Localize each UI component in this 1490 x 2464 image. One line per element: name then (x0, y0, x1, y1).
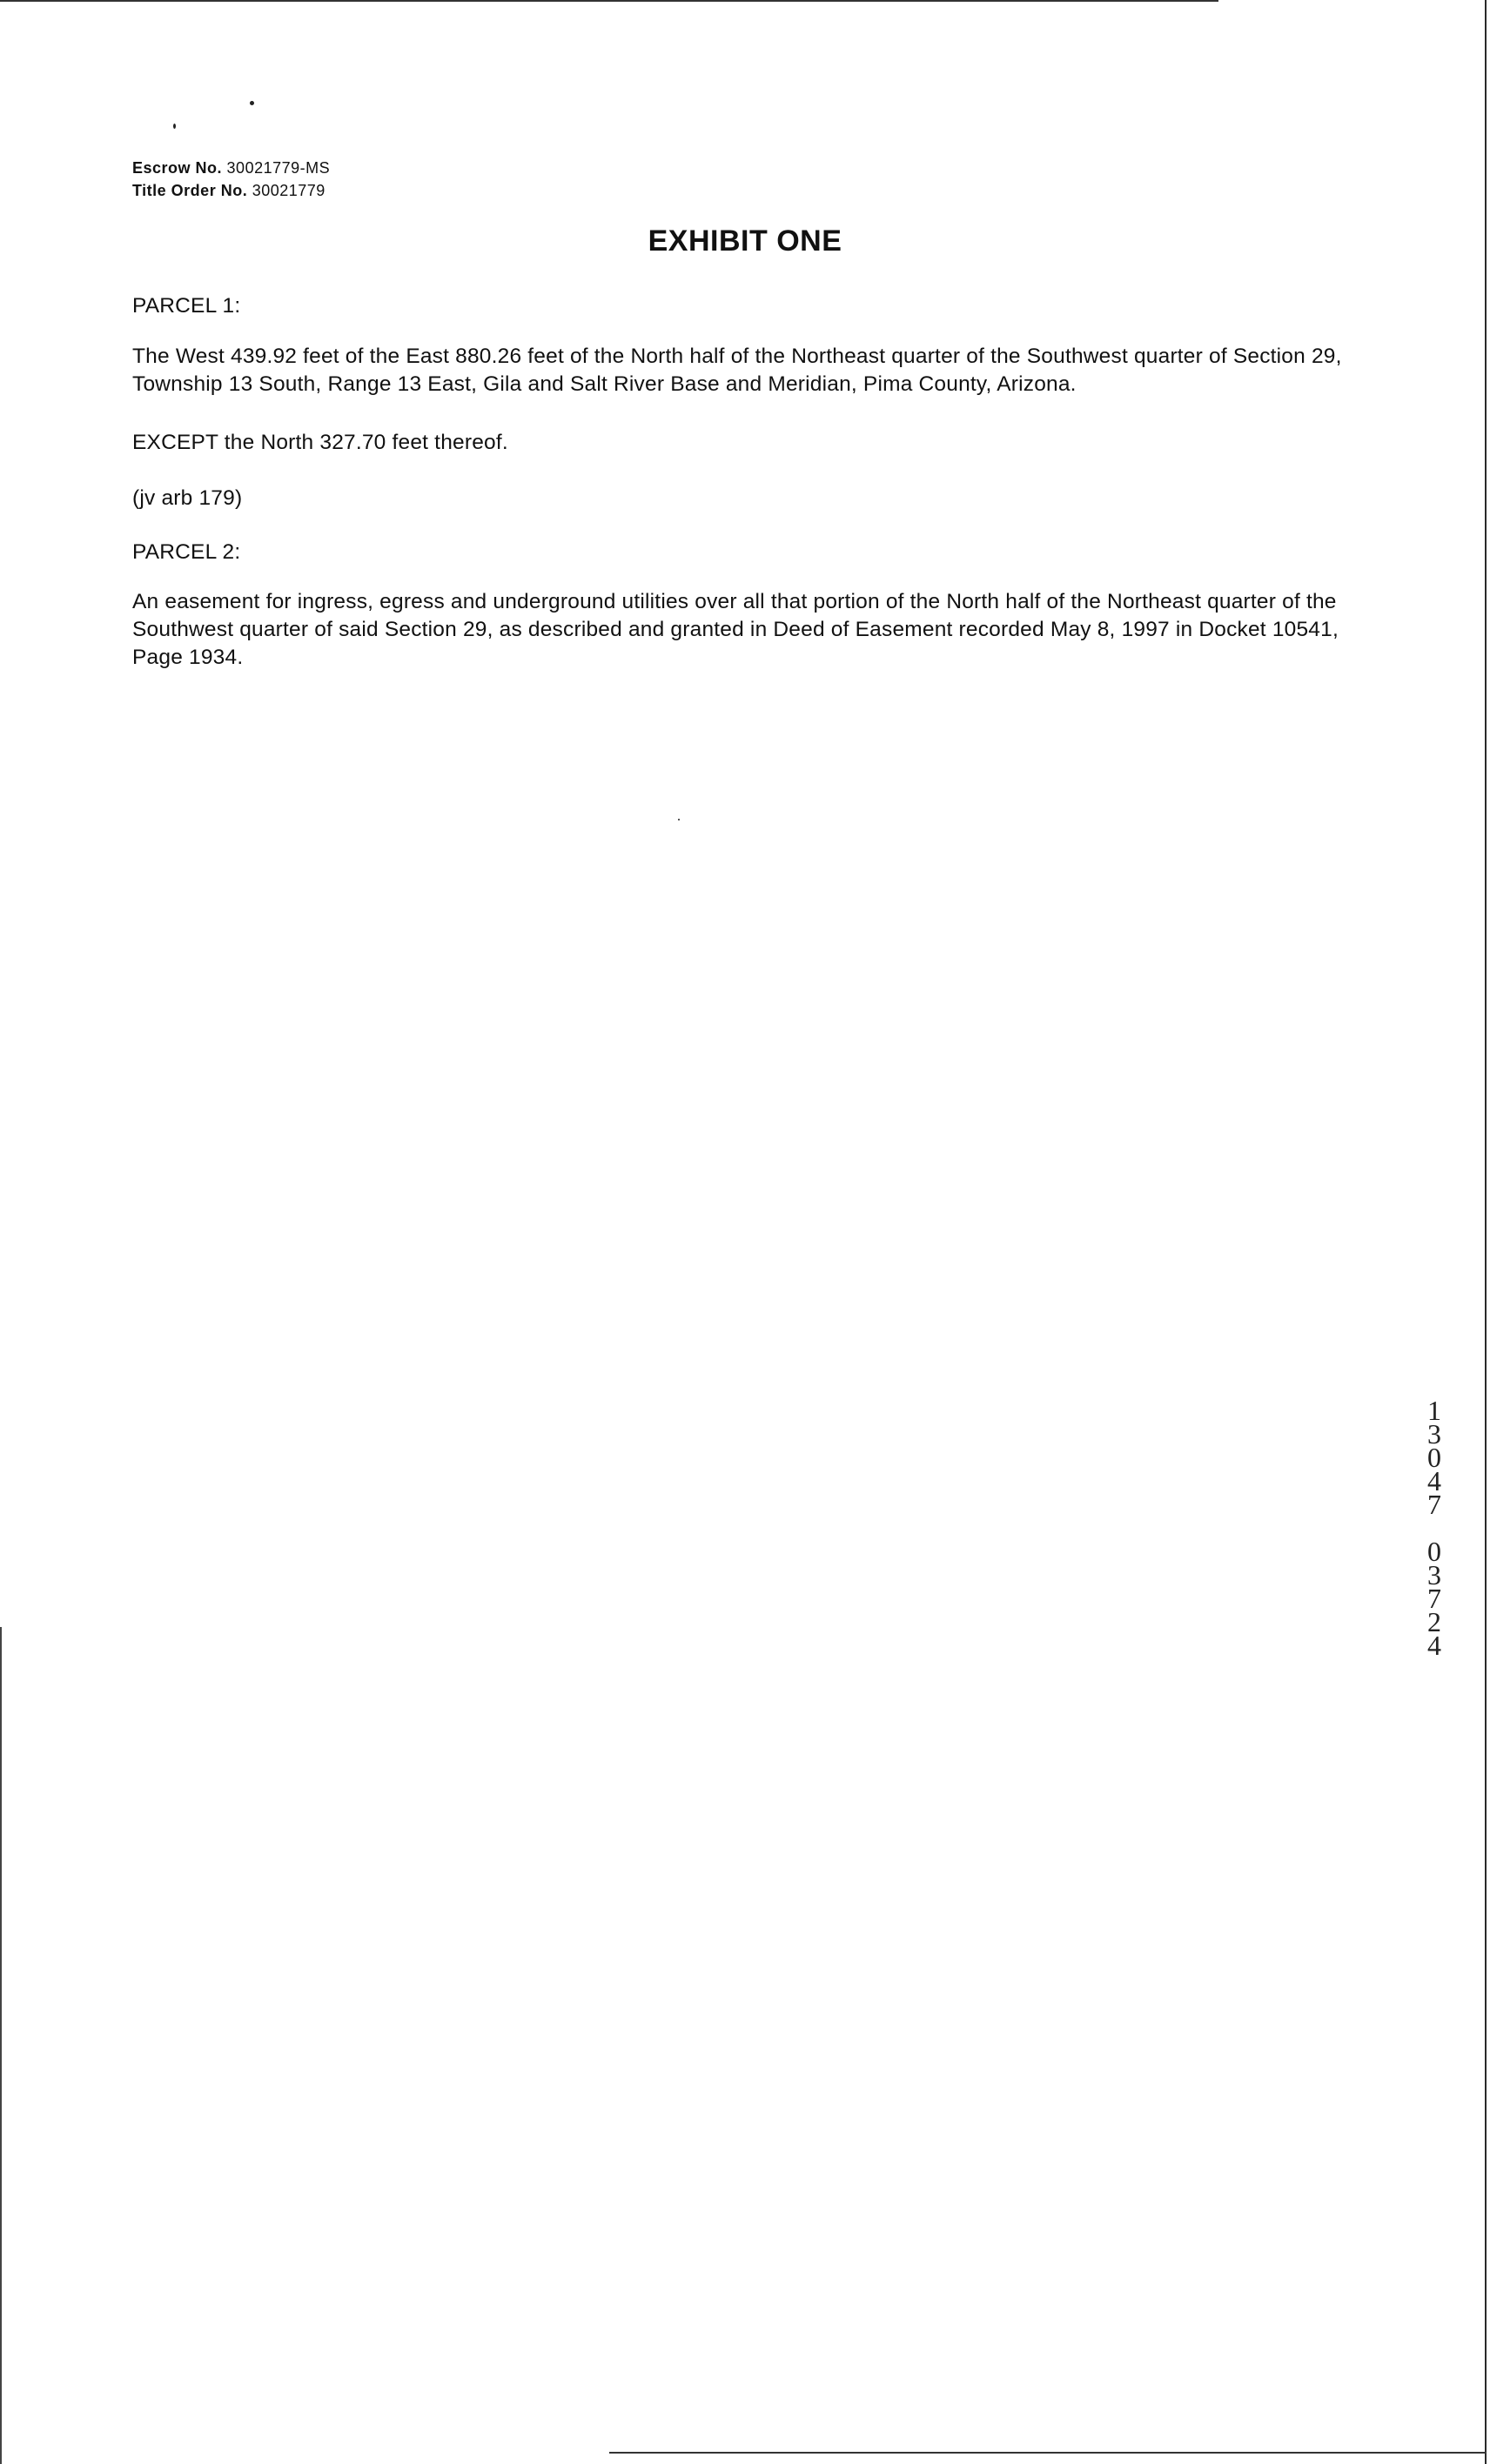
parcel-2-description: An easement for ingress, egress and underground utilities over all that portion of the North half of the Northeast quarter of the Southwest quarter of said Section 29, as described and granted in Deed of Easement recorded May 8, 1997 in Docket 10541, Page 1934. (132, 590, 1339, 669)
scan-edge-right (1485, 0, 1487, 2464)
recording-digit: 0 (1427, 1442, 1441, 1473)
scan-edge-top (0, 0, 1218, 2)
escrow-number-line (132, 157, 330, 179)
recording-digit: 2 (1427, 1606, 1441, 1637)
recording-digit: 4 (1427, 1630, 1441, 1661)
parcel-1-exception: EXCEPT the North 327.70 feet thereof. (132, 431, 508, 454)
scan-speck (250, 101, 254, 105)
escrow-number-label: Escrow No. (132, 159, 223, 177)
parcel-1-heading: PARCEL 1: (132, 294, 241, 318)
document-title: EXHIBIT ONE (648, 224, 842, 258)
scan-speck (173, 124, 176, 129)
recording-digit: 4 (1427, 1465, 1441, 1496)
parcel-1-description: The West 439.92 feet of the East 880.26 feet of the North half of the Northeast quarter of the Southwest quarter of Section 29, Township 13 South, Range 13 East, Gila and Salt River Base and Meridian, Pima County, Arizona. (132, 345, 1342, 396)
recording-digit: 7 (1427, 1583, 1441, 1614)
parcel-2-heading: PARCEL 2: (132, 540, 241, 564)
title-order-number-label: Title Order No. (132, 182, 248, 199)
recording-digit: 0 (1427, 1536, 1441, 1567)
scan-edge-bottom (609, 2452, 1487, 2454)
scan-edge-left (0, 1627, 2, 2464)
escrow-number-value: 30021779-MS (226, 159, 331, 177)
recording-number (1421, 1395, 1447, 1661)
recording-digit: 3 (1427, 1418, 1441, 1450)
parcel-1-note: (jv arb 179) (132, 486, 243, 510)
title-order-number-line (132, 179, 330, 202)
escrow-header (132, 157, 330, 202)
scan-speck (678, 819, 680, 820)
title-order-number-value: 30021779 (252, 182, 326, 199)
recording-digit: 7 (1427, 1489, 1441, 1520)
recording-digit: 1 (1427, 1395, 1441, 1426)
recording-digit: 3 (1427, 1559, 1441, 1590)
